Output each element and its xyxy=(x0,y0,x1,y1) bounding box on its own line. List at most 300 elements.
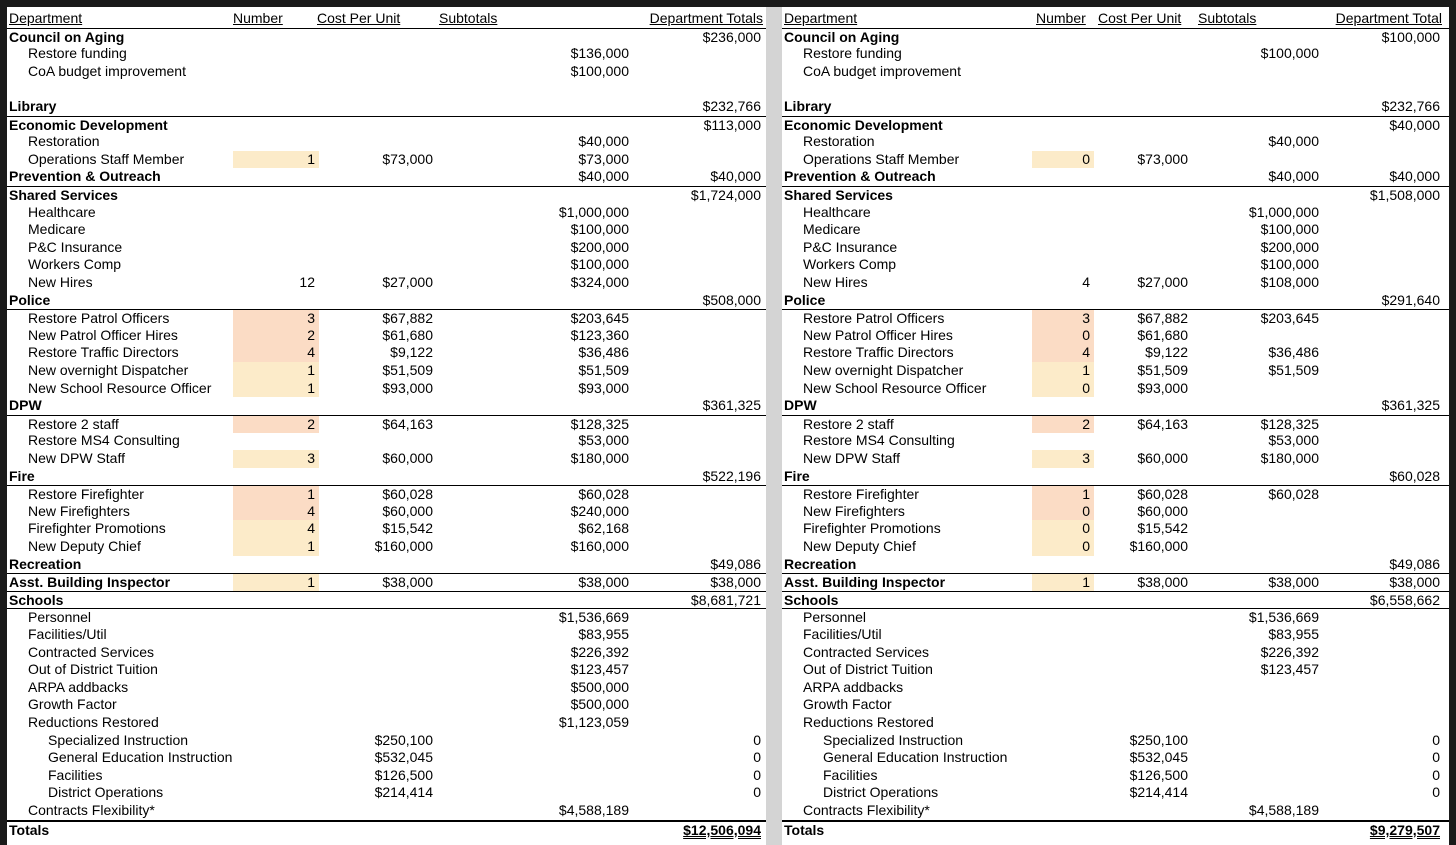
line-item-row xyxy=(782,204,1449,222)
row-label: Restore 2 staff xyxy=(28,415,119,432)
column-header-department-totals: Department Totals xyxy=(649,10,763,26)
row-label: P&C Insurance xyxy=(28,238,123,255)
department-row xyxy=(782,468,1449,486)
department-row xyxy=(7,397,766,415)
cost-per-unit-cell: $60,000 xyxy=(1137,450,1188,466)
cost-per-unit-cell: $51,509 xyxy=(382,362,433,378)
department-total-cell: 0 xyxy=(753,731,761,748)
department-row xyxy=(782,397,1449,415)
cost-per-unit-cell: $9,122 xyxy=(1145,344,1188,361)
row-label: ARPA addbacks xyxy=(803,678,904,695)
cost-per-unit-cell: $27,000 xyxy=(1137,274,1188,290)
department-total-cell: $291,640 xyxy=(1381,291,1440,308)
row-label: Restore Patrol Officers xyxy=(28,310,170,327)
department-row xyxy=(782,116,1449,135)
line-item-row xyxy=(782,679,1449,697)
subtotal-cell: $83,955 xyxy=(1268,626,1319,642)
cost-per-unit-cell: $60,028 xyxy=(1137,486,1188,503)
line-item-row xyxy=(782,749,1449,767)
row-label: New Patrol Officer Hires xyxy=(28,326,178,343)
line-item-row xyxy=(782,133,1449,151)
subtotal-cell: $40,000 xyxy=(1268,133,1319,150)
line-item-row xyxy=(7,661,766,679)
row-label: Totals xyxy=(784,821,825,838)
department-total-cell: 0 xyxy=(1432,766,1440,783)
line-item-row xyxy=(7,327,766,345)
department-row xyxy=(782,98,1449,116)
line-item-row xyxy=(7,450,766,468)
header-row xyxy=(7,10,766,28)
row-label: Contracted Services xyxy=(803,643,930,660)
blank-row xyxy=(7,80,766,98)
department-total-cell: $113,000 xyxy=(703,116,761,133)
row-label: Reductions Restored xyxy=(28,714,159,730)
number-cell: 3 xyxy=(1032,450,1094,468)
number-cell: 2 xyxy=(233,416,319,434)
cost-per-unit-cell: $250,100 xyxy=(1129,731,1188,748)
cost-per-unit-cell: $51,509 xyxy=(1137,362,1188,378)
cost-per-unit-cell: $61,680 xyxy=(382,326,433,343)
line-item-row xyxy=(7,679,766,697)
row-label: Restoration xyxy=(28,133,100,150)
row-label: New School Resource Officer xyxy=(28,379,212,396)
department-row xyxy=(7,292,766,310)
subtotal-cell: $123,360 xyxy=(570,326,629,343)
row-label: Shared Services xyxy=(784,187,893,203)
row-label: Restore Firefighter xyxy=(28,486,144,503)
department-total-cell: $49,086 xyxy=(710,555,761,572)
line-item-row xyxy=(782,344,1449,362)
department-row xyxy=(782,186,1449,205)
line-item-row xyxy=(7,274,766,292)
row-label: Restore funding xyxy=(803,45,902,62)
cost-per-unit-cell: $126,500 xyxy=(1129,766,1188,783)
number-cell: 3 xyxy=(233,450,319,468)
totals-row xyxy=(782,820,1449,840)
number-cell: 0 xyxy=(1032,380,1094,398)
number-cell: 0 xyxy=(1032,503,1094,521)
department-total-cell: $1,724,000 xyxy=(690,187,761,203)
column-header-department-totals: Department Total xyxy=(1335,10,1442,26)
line-item-row xyxy=(782,802,1449,820)
row-label: New Deputy Chief xyxy=(28,538,141,554)
cost-per-unit-cell: $73,000 xyxy=(382,150,433,167)
line-item-row xyxy=(7,802,766,820)
line-item-row xyxy=(7,696,766,714)
department-row xyxy=(782,168,1449,186)
row-label: Medicare xyxy=(28,221,86,238)
line-item-row xyxy=(782,714,1449,732)
subtotal-cell: $123,457 xyxy=(570,661,629,678)
subtotal-cell: $128,325 xyxy=(570,415,629,432)
subtotal-cell: $1,536,669 xyxy=(1248,609,1319,626)
row-label: Facilities/Util xyxy=(803,626,882,642)
subtotal-cell: $60,028 xyxy=(578,486,629,503)
row-label: Firefighter Promotions xyxy=(803,520,941,537)
row-label: Healthcare xyxy=(803,203,871,220)
number-cell: 3 xyxy=(1032,310,1094,328)
row-label: Restore MS4 Consulting xyxy=(28,432,180,449)
row-label: CoA budget improvement xyxy=(28,62,186,79)
cost-per-unit-cell: $126,500 xyxy=(374,766,433,783)
line-item-row xyxy=(782,626,1449,644)
department-total-cell: 0 xyxy=(753,749,761,766)
subtotal-cell: $83,955 xyxy=(578,626,629,642)
cost-per-unit-cell: $38,000 xyxy=(1137,574,1188,591)
row-label: Firefighter Promotions xyxy=(28,520,166,537)
row-label: New Patrol Officer Hires xyxy=(803,326,953,343)
line-item-row xyxy=(7,362,766,380)
row-label: DPW xyxy=(784,397,817,414)
line-item-row xyxy=(7,309,766,328)
panel-divider xyxy=(766,7,782,845)
row-label: Contracts Flexibility* xyxy=(803,802,930,818)
row-label: Restore Firefighter xyxy=(803,486,919,503)
line-item-row xyxy=(7,626,766,644)
number-cell: 0 xyxy=(1032,520,1094,538)
row-label: New Hires xyxy=(28,274,93,290)
row-label: New Hires xyxy=(803,274,868,290)
subtotal-cell: $500,000 xyxy=(570,678,629,695)
subtotal-cell: $324,000 xyxy=(570,274,629,290)
subtotal-cell: $1,000,000 xyxy=(1248,203,1319,220)
department-total-cell: $40,000 xyxy=(1389,168,1440,185)
subtotal-cell: $1,123,059 xyxy=(558,714,629,730)
cost-per-unit-cell: $250,100 xyxy=(374,731,433,748)
number-cell: 4 xyxy=(233,503,319,521)
row-label: Economic Development xyxy=(784,116,943,133)
header-row xyxy=(782,10,1449,28)
line-item-row xyxy=(782,503,1449,521)
row-label: Fire xyxy=(9,467,35,484)
department-total-cell: 0 xyxy=(753,784,761,801)
row-label: Economic Development xyxy=(9,116,168,133)
cost-per-unit-cell: $60,000 xyxy=(1137,502,1188,519)
row-label: Personnel xyxy=(28,609,92,626)
subtotal-cell: $53,000 xyxy=(1268,432,1319,449)
subtotal-cell: $500,000 xyxy=(570,696,629,713)
row-label: District Operations xyxy=(823,784,939,801)
row-label: General Education Instruction xyxy=(48,749,233,766)
row-label: Facilities xyxy=(48,766,103,783)
row-label: Shared Services xyxy=(9,187,118,203)
cost-per-unit-cell: $27,000 xyxy=(382,274,433,290)
department-total-cell: $236,000 xyxy=(702,28,761,45)
number-cell: 1 xyxy=(1032,362,1094,380)
cost-per-unit-cell: $60,028 xyxy=(382,486,433,503)
row-label: Schools xyxy=(784,591,839,608)
cost-per-unit-cell: $15,542 xyxy=(382,520,433,537)
row-label: Council on Aging xyxy=(9,28,125,45)
line-item-row xyxy=(7,520,766,538)
cost-per-unit-cell: $214,414 xyxy=(374,784,433,801)
row-label: New Deputy Chief xyxy=(803,538,916,554)
row-label: P&C Insurance xyxy=(803,238,898,255)
row-label: District Operations xyxy=(48,784,164,801)
department-total-cell: $232,766 xyxy=(1381,98,1440,114)
cost-per-unit-cell: $160,000 xyxy=(1129,538,1188,554)
row-label: Personnel xyxy=(803,609,867,626)
row-label: Contracts Flexibility* xyxy=(28,802,155,818)
row-label: Library xyxy=(784,98,832,114)
subtotal-cell: $200,000 xyxy=(570,238,629,255)
line-item-row xyxy=(7,256,766,274)
row-label: Library xyxy=(9,98,57,114)
row-label: Police xyxy=(9,291,51,308)
row-label: Facilities/Util xyxy=(28,626,107,642)
department-row xyxy=(782,28,1449,47)
row-label: Restore MS4 Consulting xyxy=(803,432,955,449)
number-cell: 2 xyxy=(1032,416,1094,434)
grand-total-cell: $9,279,507 xyxy=(1369,821,1440,838)
line-item-row xyxy=(782,151,1449,169)
row-label: ARPA addbacks xyxy=(28,678,129,695)
department-row xyxy=(7,98,766,116)
number-cell: 1 xyxy=(233,380,319,398)
line-item-row xyxy=(782,256,1449,274)
number-cell: 4 xyxy=(1082,274,1090,290)
department-total-cell: $361,325 xyxy=(1381,397,1440,414)
department-total-cell: $100,000 xyxy=(1381,28,1440,45)
line-item-row xyxy=(7,784,766,802)
subtotal-cell: $60,028 xyxy=(1268,486,1319,503)
row-label: Police xyxy=(784,291,826,308)
department-total-cell: $361,325 xyxy=(702,397,761,414)
line-item-row xyxy=(7,767,766,785)
subtotal-cell: $240,000 xyxy=(570,502,629,519)
column-header-subtotals: Subtotals xyxy=(1198,10,1257,26)
blank-row xyxy=(782,80,1449,98)
number-cell: 4 xyxy=(233,344,319,362)
cost-per-unit-cell: $38,000 xyxy=(382,574,433,591)
number-cell: 2 xyxy=(233,327,319,345)
row-label: Facilities xyxy=(823,766,878,783)
row-label: CoA budget improvement xyxy=(803,62,961,79)
department-row xyxy=(782,292,1449,310)
left-budget-table xyxy=(7,7,766,845)
subtotal-cell: $180,000 xyxy=(570,450,629,466)
subtotal-cell: $100,000 xyxy=(1260,221,1319,238)
department-total-cell: 0 xyxy=(753,766,761,783)
department-total-cell: $38,000 xyxy=(1389,574,1440,591)
row-label: Operations Staff Member xyxy=(28,150,185,167)
line-item-row xyxy=(782,450,1449,468)
subtotal-cell: $40,000 xyxy=(578,133,629,150)
column-header-cost-per-unit: Cost Per Unit xyxy=(317,10,401,26)
department-total-cell: 0 xyxy=(1432,749,1440,766)
line-item-row xyxy=(7,714,766,732)
totals-row xyxy=(7,820,766,840)
row-label: Prevention & Outreach xyxy=(784,168,936,185)
number-cell: 1 xyxy=(233,362,319,380)
line-item-row xyxy=(7,644,766,662)
row-label: Reductions Restored xyxy=(803,714,934,730)
line-item-row xyxy=(7,538,766,556)
line-item-row xyxy=(7,485,766,504)
line-item-row xyxy=(782,432,1449,450)
subtotal-cell: $4,588,189 xyxy=(558,802,629,818)
subtotal-cell: $73,000 xyxy=(578,150,629,167)
row-label: New overnight Dispatcher xyxy=(28,362,189,378)
department-total-cell: $40,000 xyxy=(710,168,761,185)
number-cell: 1 xyxy=(1032,574,1094,592)
number-cell: 1 xyxy=(233,538,319,556)
row-label: Specialized Instruction xyxy=(823,731,964,748)
department-row xyxy=(7,168,766,186)
subtotal-cell: $1,000,000 xyxy=(558,203,629,220)
cost-per-unit-cell: $61,680 xyxy=(1137,326,1188,343)
cost-per-unit-cell: $67,882 xyxy=(382,310,433,327)
line-item-row xyxy=(782,485,1449,504)
row-label: Recreation xyxy=(784,555,857,572)
cost-per-unit-cell: $93,000 xyxy=(1137,379,1188,396)
subtotal-cell: $136,000 xyxy=(570,45,629,62)
number-cell: 4 xyxy=(233,520,319,538)
line-item-row xyxy=(782,45,1449,63)
subtotal-cell: $203,645 xyxy=(1260,310,1319,327)
row-label: Asst. Building Inspector xyxy=(9,574,171,591)
cost-per-unit-cell: $532,045 xyxy=(374,749,433,766)
row-label: Restore Patrol Officers xyxy=(803,310,945,327)
row-label: Growth Factor xyxy=(28,696,117,713)
subtotal-cell: $100,000 xyxy=(570,62,629,79)
line-item-row xyxy=(7,221,766,239)
line-item-row xyxy=(782,696,1449,714)
department-row xyxy=(7,468,766,486)
subtotal-cell: $40,000 xyxy=(578,168,629,185)
department-total-cell: $38,000 xyxy=(710,574,761,591)
number-cell: 1 xyxy=(233,486,319,504)
row-label: Restore funding xyxy=(28,45,127,62)
row-label: Restore Traffic Directors xyxy=(803,344,954,361)
subtotal-cell: $100,000 xyxy=(570,221,629,238)
row-label: Schools xyxy=(9,591,64,608)
cost-per-unit-cell: $64,163 xyxy=(1137,415,1188,432)
subtotal-cell: $203,645 xyxy=(570,310,629,327)
row-label: DPW xyxy=(9,397,42,414)
subtotal-cell: $200,000 xyxy=(1260,238,1319,255)
line-item-row xyxy=(7,380,766,398)
cost-per-unit-cell: $67,882 xyxy=(1137,310,1188,327)
cost-per-unit-cell: $214,414 xyxy=(1129,784,1188,801)
department-total-cell: $40,000 xyxy=(1389,116,1440,133)
subtotal-cell: $36,486 xyxy=(1268,344,1319,361)
column-header-number: Number xyxy=(1036,10,1086,26)
column-header-number: Number xyxy=(233,10,283,26)
row-label: Medicare xyxy=(803,221,861,238)
department-total-cell: $60,028 xyxy=(1389,467,1440,484)
line-item-row xyxy=(7,151,766,169)
row-label: Out of District Tuition xyxy=(803,661,933,678)
subtotal-cell: $38,000 xyxy=(1268,574,1319,591)
row-label: New School Resource Officer xyxy=(803,379,987,396)
row-label: Fire xyxy=(784,467,810,484)
line-item-row xyxy=(782,221,1449,239)
line-item-row xyxy=(782,415,1449,434)
row-label: Prevention & Outreach xyxy=(9,168,161,185)
row-label: Workers Comp xyxy=(28,256,122,273)
number-cell: 12 xyxy=(299,274,315,290)
subtotal-cell: $180,000 xyxy=(1260,450,1319,466)
department-row xyxy=(7,573,766,592)
subtotal-cell: $40,000 xyxy=(1268,168,1319,185)
line-item-row xyxy=(782,767,1449,785)
row-label: General Education Instruction xyxy=(823,749,1008,766)
subtotal-cell: $38,000 xyxy=(578,574,629,591)
line-item-row xyxy=(7,63,766,81)
department-total-cell: 0 xyxy=(1432,731,1440,748)
right-budget-table xyxy=(782,7,1449,845)
row-label: Growth Factor xyxy=(803,696,892,713)
subtotal-cell: $62,168 xyxy=(578,520,629,537)
line-item-row xyxy=(782,274,1449,292)
line-item-row xyxy=(782,309,1449,328)
subtotal-cell: $93,000 xyxy=(578,379,629,396)
column-header-department: Department xyxy=(9,10,83,26)
row-label: Out of District Tuition xyxy=(28,661,158,678)
line-item-row xyxy=(7,432,766,450)
line-item-row xyxy=(7,133,766,151)
line-item-row xyxy=(7,239,766,257)
line-item-row xyxy=(782,239,1449,257)
department-total-cell: $49,086 xyxy=(1389,555,1440,572)
cost-per-unit-cell: $9,122 xyxy=(390,344,433,361)
number-cell: 1 xyxy=(1032,486,1094,504)
number-cell: 0 xyxy=(1032,151,1094,169)
department-row xyxy=(782,573,1449,592)
cost-per-unit-cell: $160,000 xyxy=(374,538,433,554)
number-cell: 0 xyxy=(1032,327,1094,345)
row-label: Recreation xyxy=(9,555,82,572)
cost-per-unit-cell: $60,000 xyxy=(382,502,433,519)
department-row xyxy=(7,186,766,205)
subtotal-cell: $1,536,669 xyxy=(558,609,629,626)
number-cell: 1 xyxy=(233,151,319,169)
subtotal-cell: $51,509 xyxy=(578,362,629,378)
line-item-row xyxy=(782,362,1449,380)
cost-per-unit-cell: $15,542 xyxy=(1137,520,1188,537)
line-item-row xyxy=(782,538,1449,556)
department-total-cell: $508,000 xyxy=(702,291,761,308)
subtotal-cell: $36,486 xyxy=(578,344,629,361)
row-label: Totals xyxy=(9,821,50,838)
subtotal-cell: $100,000 xyxy=(570,256,629,273)
cost-per-unit-cell: $93,000 xyxy=(382,379,433,396)
department-row xyxy=(7,556,766,574)
subtotal-cell: $53,000 xyxy=(578,432,629,449)
subtotal-cell: $226,392 xyxy=(570,643,629,660)
row-label: Council on Aging xyxy=(784,28,900,45)
column-header-cost-per-unit: Cost Per Unit xyxy=(1098,10,1182,26)
cost-per-unit-cell: $60,000 xyxy=(382,450,433,466)
row-label: Workers Comp xyxy=(803,256,897,273)
subtotal-cell: $226,392 xyxy=(1260,643,1319,660)
line-item-row xyxy=(7,608,766,627)
row-label: New DPW Staff xyxy=(803,450,900,466)
line-item-row xyxy=(782,380,1449,398)
row-label: New Firefighters xyxy=(28,502,130,519)
line-item-row xyxy=(782,327,1449,345)
cost-per-unit-cell: $64,163 xyxy=(382,415,433,432)
department-row xyxy=(7,116,766,135)
line-item-row xyxy=(782,63,1449,81)
row-label: Restoration xyxy=(803,133,875,150)
department-total-cell: $522,196 xyxy=(702,467,761,484)
row-label: Contracted Services xyxy=(28,643,155,660)
department-row xyxy=(7,591,766,610)
department-total-cell: $1,508,000 xyxy=(1369,187,1440,203)
line-item-row xyxy=(7,45,766,63)
